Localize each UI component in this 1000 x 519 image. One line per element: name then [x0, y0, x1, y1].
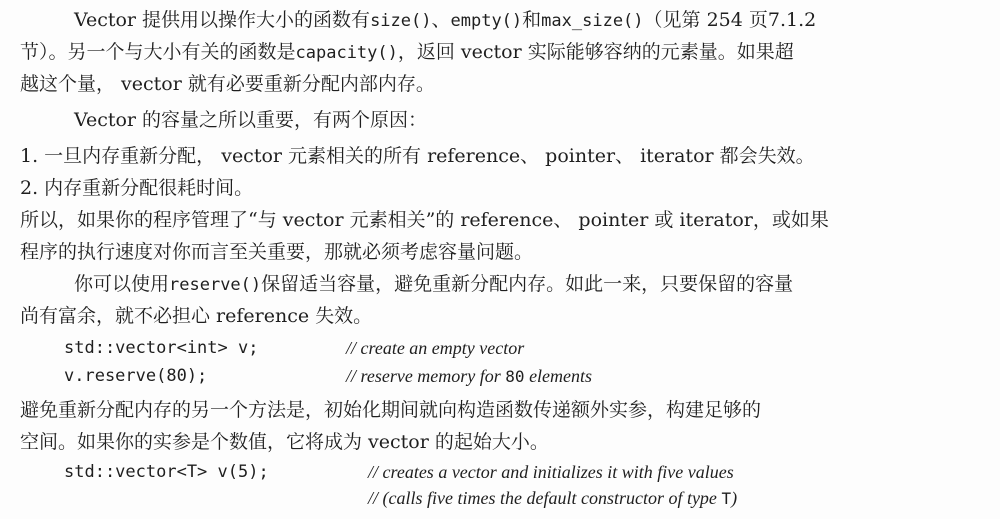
paragraph-1-line-2: [20, 40, 794, 65]
paragraph-2-line-3: 程序的执行速度对你而言至关重要，那就必须考虑容量问题。: [20, 241, 534, 263]
paragraph-4-line-2: 空间。如果你的实参是个数值，它将成为 vector 的起始大小。: [20, 431, 549, 453]
text-run: 你可以使用: [74, 273, 170, 295]
code-comment-2: [346, 364, 592, 389]
code-line-1: std::vector<int> v;: [64, 338, 259, 358]
paragraph-1-line-3: 越这个量， vector 就有必要重新分配内部内存。: [20, 73, 435, 95]
paragraph-3-line-2: 尚有富余，就不必担心 reference 失效。: [20, 305, 373, 327]
paragraph-4-line-1: 避免重新分配内存的另一个方法是，初始化期间就向构造函数传递额外实参，构建足够的: [20, 399, 762, 421]
paragraph-2-line-1: Vector 的容量之所以重要，有两个原因：: [74, 109, 428, 131]
paragraph-2-line-2: 所以，如果你的程序管理了“与 vector 元素相关”的 reference、 pointer 或 iterator，或如果: [20, 209, 829, 231]
text-run: Vector 提供用以操作大小的函数有: [74, 9, 371, 31]
text-run: 、: [431, 9, 451, 31]
paragraph-1-line-1: [74, 8, 816, 33]
text-run: // (calls five times the default constructor of type: [368, 488, 722, 508]
code-inline-reserve: reserve(): [169, 275, 262, 295]
code-type-name: T: [721, 489, 732, 508]
text-run: ，返回 vector 实际能够容纳的元素量。如果超: [397, 41, 794, 63]
code-inline-empty: empty(): [450, 11, 523, 31]
list-item-2: 2. 内存重新分配很耗时间。: [20, 177, 254, 199]
code-inline-size: size(): [370, 11, 432, 31]
text-run: ): [731, 488, 738, 508]
paragraph-3-line-1: [74, 272, 793, 297]
text-run: （见第 254 页7.1.2: [643, 9, 817, 31]
code-comment-3: // creates a vector and initializes it with five values: [368, 462, 734, 482]
text-run: elements: [524, 366, 593, 386]
code-comment-4: [368, 486, 737, 511]
code-inline-max-size: max_size(): [541, 11, 644, 31]
code-inline-capacity: capacity(): [295, 43, 398, 63]
text-run: // reserve memory for: [346, 366, 506, 386]
code-number: 80: [505, 367, 525, 386]
code-line-2: v.reserve(80);: [64, 366, 208, 386]
list-item-1: 1. 一旦内存重新分配， vector 元素相关的所有 reference、 pointer、 iterator 都会失效。: [20, 145, 815, 167]
text-run: 和: [522, 9, 542, 31]
code-comment-1: // create an empty vector: [346, 338, 525, 358]
text-run: 保留适当容量，避免重新分配内存。如此一来，只要保留的容量: [261, 273, 794, 295]
code-line-3: std::vector<T> v(5);: [64, 462, 269, 482]
text-run: 节）。另一个与大小有关的函数是: [20, 41, 296, 63]
